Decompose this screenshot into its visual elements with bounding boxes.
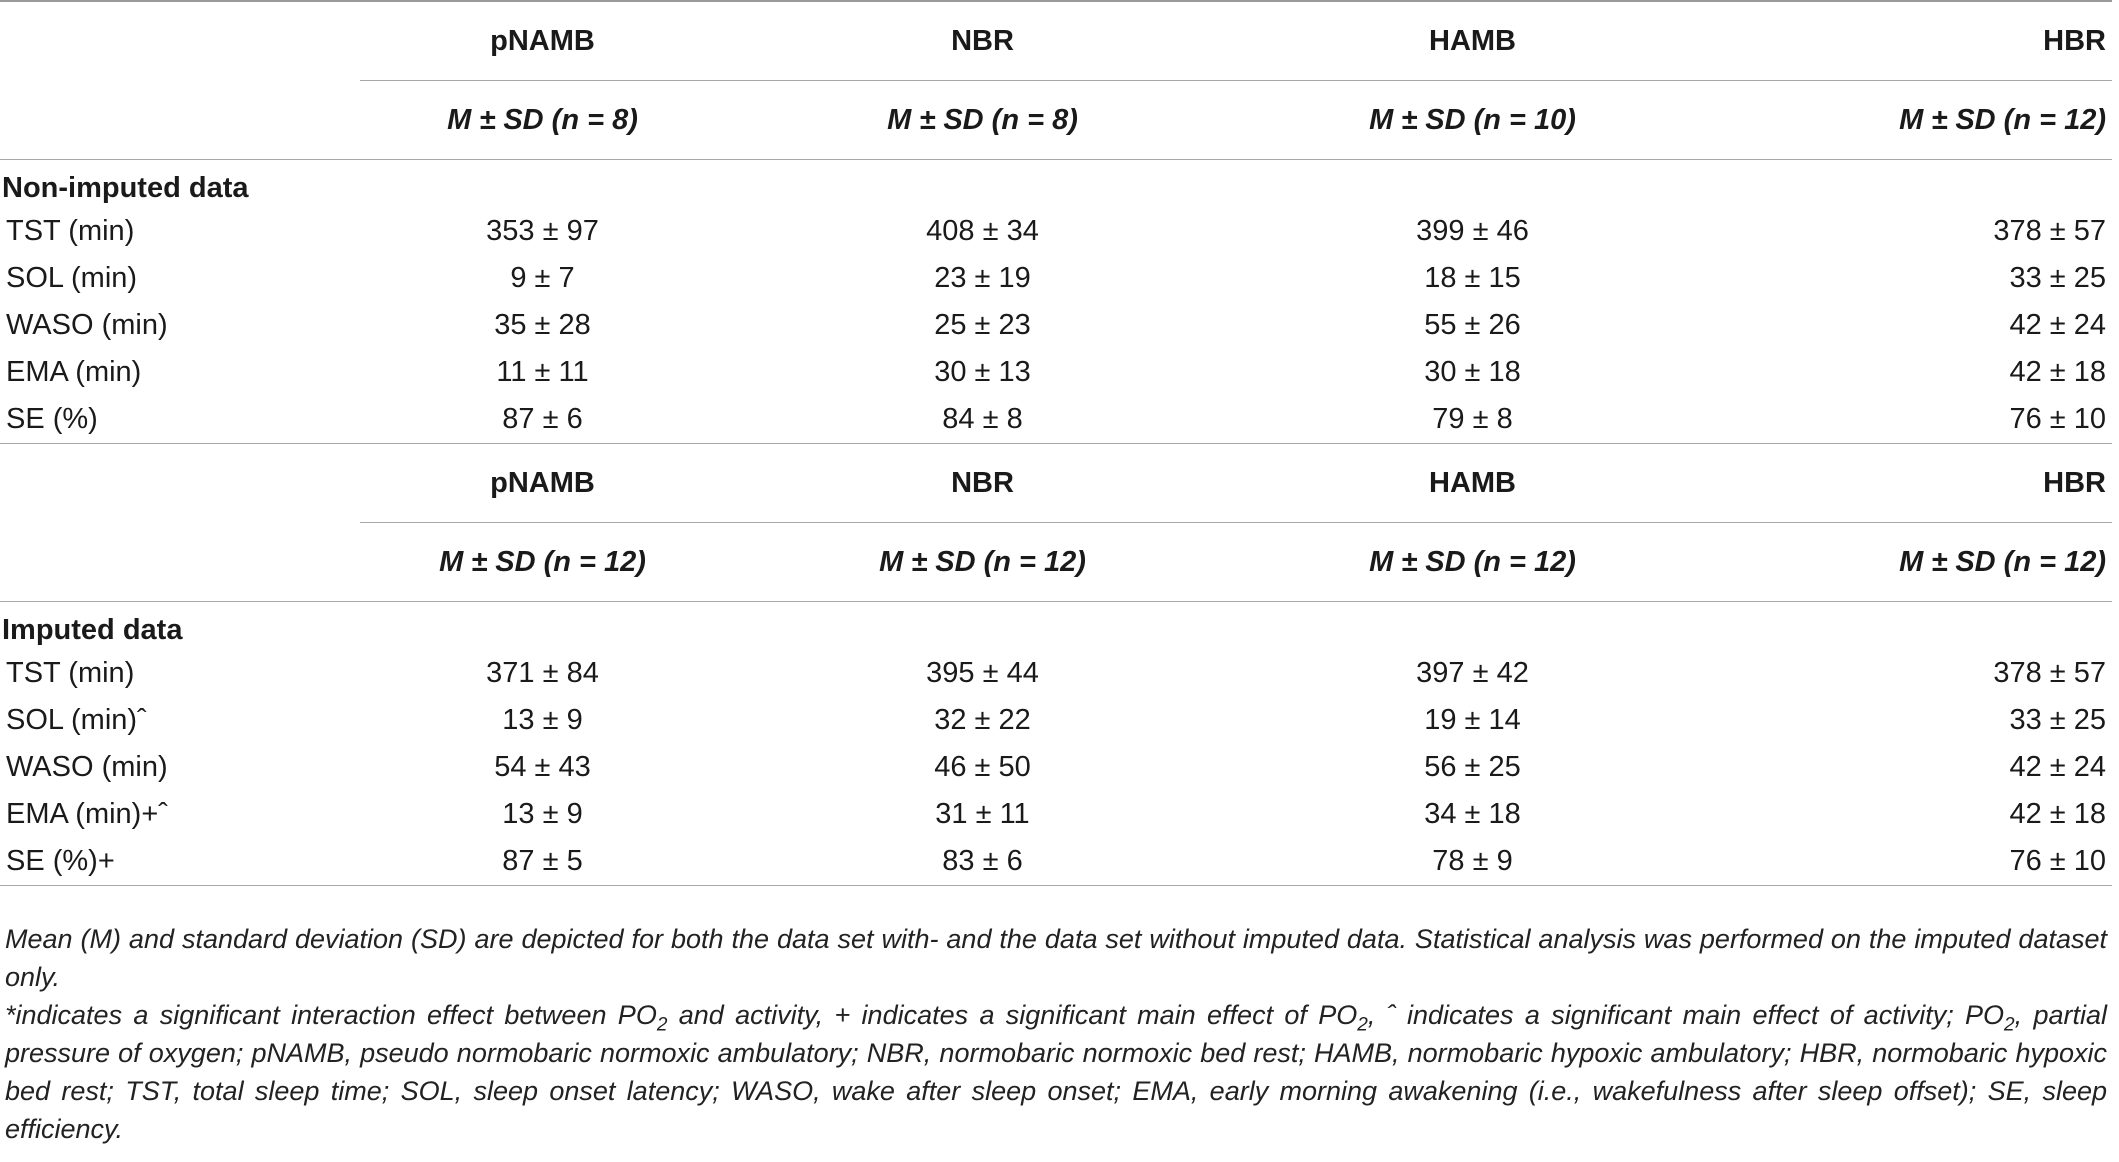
table-row [0, 791, 2112, 838]
table-cell: 33 ± 25 [2009, 262, 2106, 294]
section-title: Imputed data [0, 602, 2112, 651]
row-label: WASO (min) [6, 751, 168, 783]
header-empty-cell [0, 81, 360, 160]
header-empty-cell [0, 523, 360, 602]
table-cell: 9 ± 7 [510, 262, 575, 294]
row-label: TST (min) [6, 215, 135, 247]
table-cell: 35 ± 28 [494, 309, 591, 341]
table-cell: 87 ± 6 [502, 403, 583, 435]
table-cell: 19 ± 14 [1424, 704, 1521, 736]
stats-header-row [0, 81, 2112, 160]
column-header: HAMB [1429, 466, 1516, 499]
table-cell: 87 ± 5 [502, 845, 583, 877]
subscript: 2 [1357, 1014, 1368, 1036]
stats-header-row [0, 523, 2112, 602]
subscript: 2 [2004, 1014, 2015, 1036]
column-header: HBR [2043, 24, 2106, 57]
table-cell: 79 ± 8 [1432, 403, 1513, 435]
table-bottom-rule [0, 886, 2112, 887]
note-text: *indicates a significant interaction effect between PO [5, 1000, 657, 1030]
table-cell: 56 ± 25 [1424, 751, 1521, 783]
stats-header: M ± SD (n = 12) [360, 523, 725, 602]
group-header-row [0, 2, 2112, 81]
stats-header: M ± SD (n = 12) [1240, 523, 1705, 602]
table-cell: 46 ± 50 [934, 751, 1031, 783]
row-label: WASO (min) [6, 309, 168, 341]
table-cell: 30 ± 18 [1424, 356, 1521, 388]
table-row [0, 396, 2112, 444]
table-notes [5, 920, 2107, 1148]
row-label: SOL (min)ˆ [6, 704, 147, 736]
table-cell: 42 ± 18 [2009, 798, 2106, 830]
table-cell: 399 ± 46 [1416, 215, 1529, 247]
stats-header: M ± SD (n = 8) [360, 81, 725, 160]
table-cell: 11 ± 11 [496, 356, 589, 388]
note-text: , ˆ indicates a significant main effect of activity; PO [1367, 1000, 2005, 1030]
table-cell: 371 ± 84 [486, 657, 599, 689]
note-paragraph [5, 996, 2107, 1148]
header-empty-cell [0, 444, 360, 523]
table-cell: 55 ± 26 [1424, 309, 1521, 341]
table-cell: 33 ± 25 [2009, 704, 2106, 736]
table-cell: 84 ± 8 [942, 403, 1023, 435]
row-label: SE (%) [6, 403, 98, 435]
table-cell: 78 ± 9 [1432, 845, 1513, 877]
row-label: TST (min) [6, 657, 135, 689]
table-cell: 30 ± 13 [934, 356, 1031, 388]
column-header: NBR [951, 466, 1014, 499]
group-header-row [0, 444, 2112, 523]
table-cell: 32 ± 22 [934, 704, 1031, 736]
table-cell: 23 ± 19 [934, 262, 1031, 294]
row-label: EMA (min)+ˆ [6, 798, 168, 830]
row-label: SE (%)+ [6, 845, 115, 877]
table-cell: 25 ± 23 [934, 309, 1031, 341]
column-header: HBR [2043, 466, 2106, 499]
column-header: NBR [951, 24, 1014, 57]
table-row [0, 744, 2112, 791]
table-cell: 353 ± 97 [486, 215, 599, 247]
table-row [0, 255, 2112, 302]
table-cell: 378 ± 57 [1993, 215, 2106, 247]
table-cell: 42 ± 24 [2009, 309, 2106, 341]
table-cell: 378 ± 57 [1993, 657, 2106, 689]
table-cell: 76 ± 10 [2009, 845, 2106, 877]
section-title: Non-imputed data [0, 160, 2112, 209]
note-text: and activity, + indicates a significant main effect of PO [667, 1000, 1358, 1030]
table-row [0, 838, 2112, 886]
stats-header: M ± SD (n = 12) [1705, 523, 2112, 602]
row-label: EMA (min) [6, 356, 142, 388]
note-paragraph: Mean (M) and standard deviation (SD) are depicted for both the data set with- and the data set without imputed data. Statistical analysis was performed on the imputed dataset only. [5, 924, 2107, 992]
table-cell: 13 ± 9 [502, 798, 583, 830]
note-text: , partial pressure of oxygen; pNAMB, pseudo normobaric normoxic ambulatory; NBR, normobaric normoxic bed rest; HAMB, normobaric hypoxic ambulatory; HBR, normobaric hypoxic bed rest; TST, total sleep time; SOL, sleep onset latency; WASO, wake after sleep onset; EMA, early morning awakening (i.e., wakefulness after sleep offset); SE, sleep efficiency. [5, 1000, 2107, 1144]
subscript: 2 [656, 1014, 668, 1036]
table-cell: 18 ± 15 [1424, 262, 1521, 294]
table-cell: 13 ± 9 [502, 704, 583, 736]
column-header: pNAMB [490, 466, 595, 499]
table-row [0, 349, 2112, 396]
table-cell: 83 ± 6 [942, 845, 1023, 877]
column-header: HAMB [1429, 24, 1516, 57]
section-title-row [0, 160, 2112, 209]
section-title-row [0, 602, 2112, 651]
table-cell: 395 ± 44 [926, 657, 1039, 689]
table-cell: 397 ± 42 [1416, 657, 1529, 689]
stats-header: M ± SD (n = 10) [1240, 81, 1705, 160]
table-cell: 34 ± 18 [1424, 798, 1521, 830]
table-cell: 76 ± 10 [2009, 403, 2106, 435]
table-row [0, 302, 2112, 349]
column-header: pNAMB [490, 24, 595, 57]
table-cell: 42 ± 18 [2009, 356, 2106, 388]
row-label: SOL (min) [6, 262, 138, 294]
table-cell: 408 ± 34 [926, 215, 1039, 247]
stats-header: M ± SD (n = 12) [725, 523, 1240, 602]
table-row [0, 208, 2112, 255]
table-row [0, 697, 2112, 744]
table-row [0, 650, 2112, 697]
header-empty-cell [0, 2, 360, 81]
table-cell: 54 ± 43 [494, 751, 591, 783]
stats-header: M ± SD (n = 8) [725, 81, 1240, 160]
stats-header: M ± SD (n = 12) [1705, 81, 2112, 160]
table-cell: 42 ± 24 [2009, 751, 2106, 783]
table-cell: 31 ± 11 [935, 798, 1030, 830]
